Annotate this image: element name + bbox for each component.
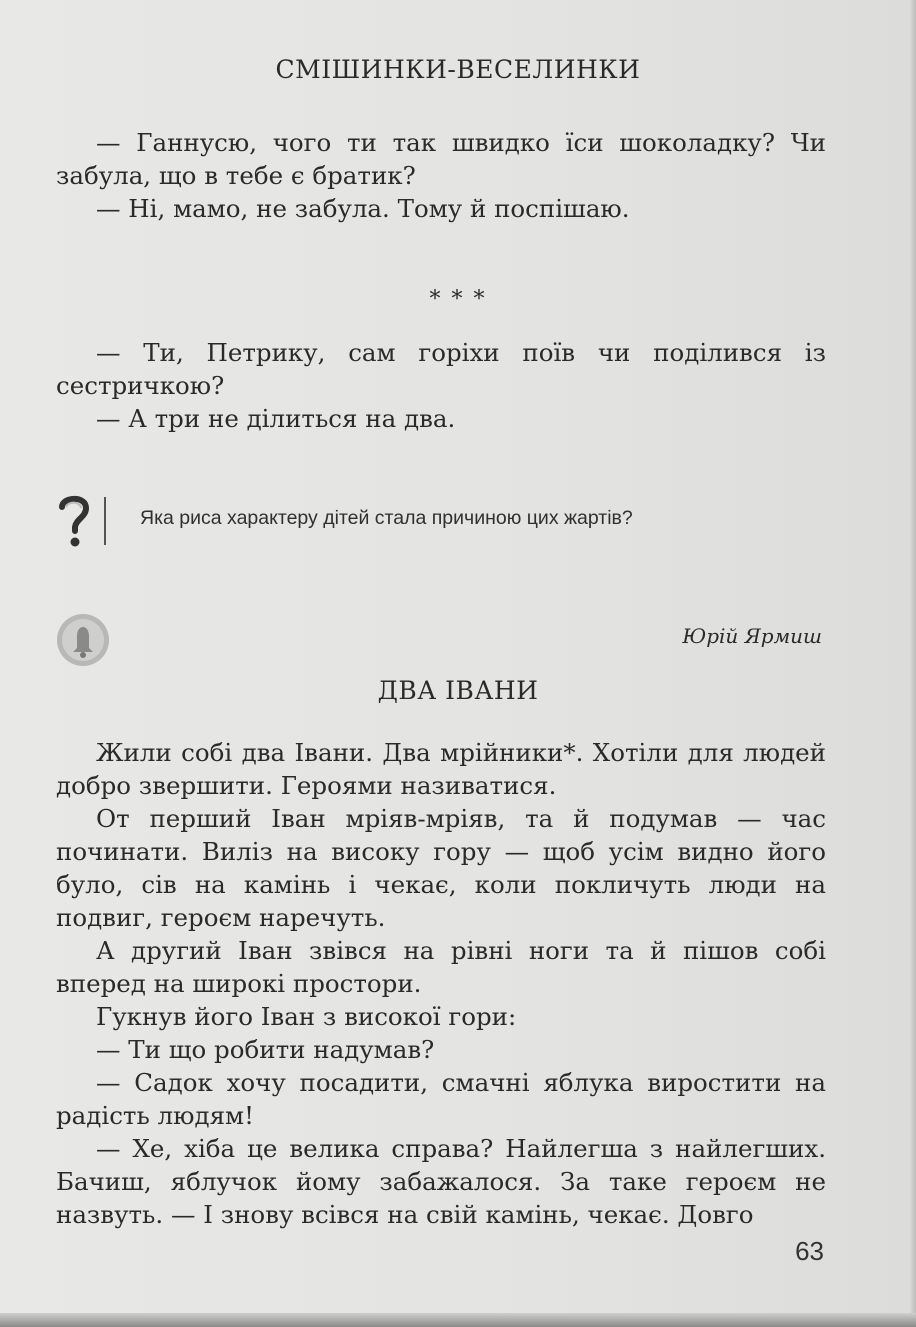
story-paragraph: — Садок хочу посадити, смачні яблука виростити на радість людям! (56, 1068, 826, 1130)
story-title: ДВА ІВАНИ (377, 676, 539, 705)
joke-1 (56, 126, 826, 225)
question-mark-icon (56, 493, 92, 549)
joke-1-line-2: — Ні, мамо, не забула. Тому й поспішаю. (96, 194, 630, 223)
story-paragraph: — Хе, хіба це велика справа? Найлегша з найлегших. Бачиш, яблучок йому забажалося. За таке героєм не назвуть. — І знову всівся на свій камінь, чекає. Довго (56, 1134, 826, 1229)
story-paragraph: От перший Іван мріяв-мріяв, та й подумав — час починати. Виліз на високу гору — щоб усім видно його було, сів на камінь і чекає, коли покличуть люди на подвиг, героєм наречуть. (56, 804, 826, 932)
story-paragraph: А другий Іван звівся на рівні ноги та й пішов собі вперед на широкі простори. (56, 936, 826, 998)
joke-2 (56, 336, 826, 435)
separator: * * * (429, 287, 487, 312)
question-text: Яка риса характеру дітей стала причиною цих жартів? (140, 507, 633, 529)
page-number: 63 (795, 1236, 824, 1266)
story-paragraph: Гукнув його Іван з високої гори: (96, 1002, 517, 1031)
author: Юрій Ярмиш (682, 624, 822, 648)
page-bottom-edge (0, 1313, 916, 1327)
section-title: СМІШИНКИ-ВЕСЕЛИНКИ (275, 55, 641, 84)
joke-2-line-1: — Ти, Петрику, сам горіхи поїв чи поділився із сестричкою? (56, 338, 826, 400)
page-right-edge (910, 0, 916, 1327)
joke-2-line-2: — А три не ділиться на два. (96, 404, 456, 433)
question-divider (104, 497, 106, 545)
story-paragraph: — Ти що робити надумав? (96, 1035, 435, 1064)
story-paragraph: Жили собі два Івани. Два мрійники*. Хотіли для людей добро звершити. Героями називатися. (56, 738, 826, 800)
question-block (56, 493, 836, 553)
story-text (56, 736, 826, 1231)
joke-1-line-1: — Ганнусю, чого ти так швидко їси шоколадку? Чи забула, що в тебе є братик? (56, 128, 826, 190)
bell-icon (55, 612, 111, 668)
